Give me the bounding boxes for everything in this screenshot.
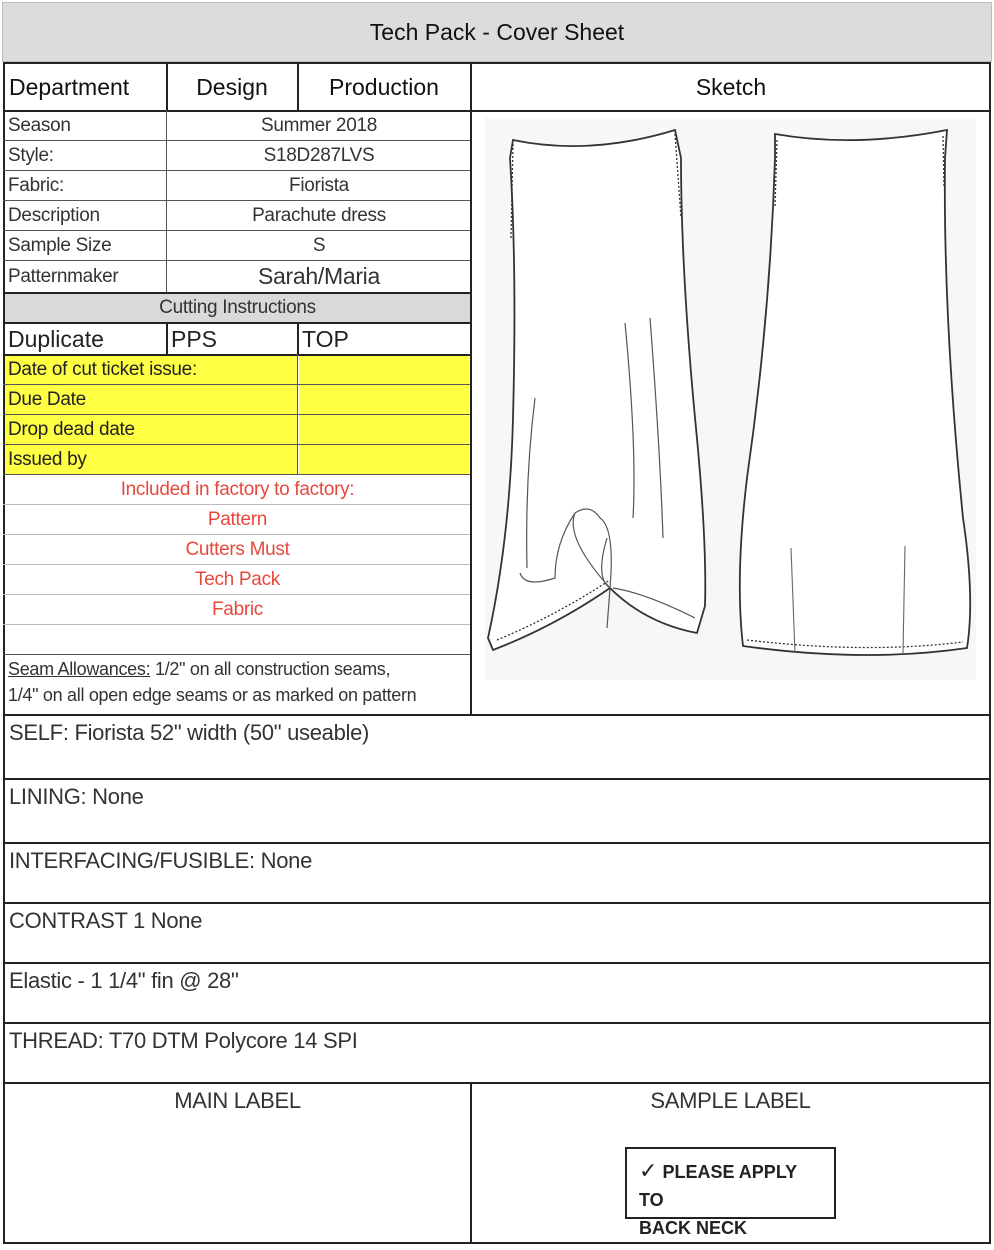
back-dress-drawing: [740, 130, 970, 655]
seam-allowances-line2: 1/4" on all open edge seams or as marked on pattern: [8, 685, 417, 705]
header-production: Production: [329, 73, 439, 100]
header-design: Design: [196, 73, 268, 100]
fabric-label: Fabric:: [8, 174, 64, 196]
season-value: Summer 2018: [260, 114, 378, 136]
seam-allowances-label: Seam Allowances:: [8, 659, 151, 679]
description-value: Parachute dress: [252, 204, 386, 226]
sample-note-line2: BACK NECK: [639, 1218, 747, 1238]
dress-sketch-svg: [485, 118, 976, 680]
style-value: S18D287LVS: [263, 144, 375, 166]
issued-by-label: Issued by: [5, 445, 297, 474]
due-date-label: Due Date: [5, 385, 297, 414]
divider: [470, 62, 472, 714]
due-date-value[interactable]: [299, 385, 469, 414]
check-icon: ✓: [639, 1158, 658, 1183]
garment-sketch: [485, 118, 976, 680]
sample-label-note: [625, 1147, 836, 1238]
interfacing-fusible: INTERFACING/FUSIBLE: None: [9, 848, 313, 873]
style-label: Style:: [8, 144, 54, 166]
description-label: Description: [8, 204, 100, 226]
duplicate-label: Duplicate: [8, 325, 104, 352]
factory-heading: Included in factory to factory:: [120, 478, 355, 500]
factory-item: Pattern: [207, 508, 268, 530]
sample-size-value: S: [312, 234, 326, 256]
divider: [166, 110, 167, 292]
contrast: CONTRAST 1 None: [9, 908, 203, 933]
divider: [297, 354, 298, 474]
date-of-cut-ticket-value[interactable]: [299, 356, 469, 384]
sample-size-label: Sample Size: [8, 234, 112, 256]
fabric-value: Fiorista: [289, 174, 349, 196]
sample-note-line1: PLEASE APPLY TO: [639, 1162, 797, 1210]
patternmaker-value: Sarah/Maria: [258, 263, 380, 289]
divider: [3, 624, 471, 625]
lining: LINING: None: [9, 784, 144, 809]
cutting-instructions-heading: Cutting Instructions: [5, 294, 470, 322]
divider: [3, 654, 471, 655]
header-department: Department: [9, 73, 130, 100]
date-of-cut-ticket-label: Date of cut ticket issue:: [5, 356, 297, 384]
factory-item: Tech Pack: [195, 568, 280, 590]
factory-item: Fabric: [212, 598, 263, 620]
sample-label-heading: SAMPLE LABEL: [650, 1088, 811, 1113]
elastic: Elastic - 1 1/4" fin @ 28": [9, 968, 239, 993]
seam-allowances: [8, 656, 470, 708]
thread: THREAD: T70 DTM Polycore 14 SPI: [9, 1028, 358, 1053]
pps-label: PPS: [171, 325, 218, 352]
drop-dead-date-label: Drop dead date: [5, 415, 297, 444]
factory-item: Cutters Must: [185, 538, 290, 560]
main-label-heading: MAIN LABEL: [174, 1088, 301, 1113]
season-label: Season: [8, 114, 71, 136]
self-fabric: SELF: Fiorista 52" width (50" useable): [9, 720, 370, 745]
header-sketch: Sketch: [695, 73, 767, 100]
drop-dead-date-value[interactable]: [299, 415, 469, 444]
seam-allowances-line1: 1/2" on all construction seams,: [150, 659, 391, 679]
top-label: TOP: [302, 325, 349, 352]
issued-by-value[interactable]: [299, 445, 469, 474]
patternmaker-label: Patternmaker: [8, 265, 119, 287]
page-title: Tech Pack - Cover Sheet: [2, 2, 992, 62]
